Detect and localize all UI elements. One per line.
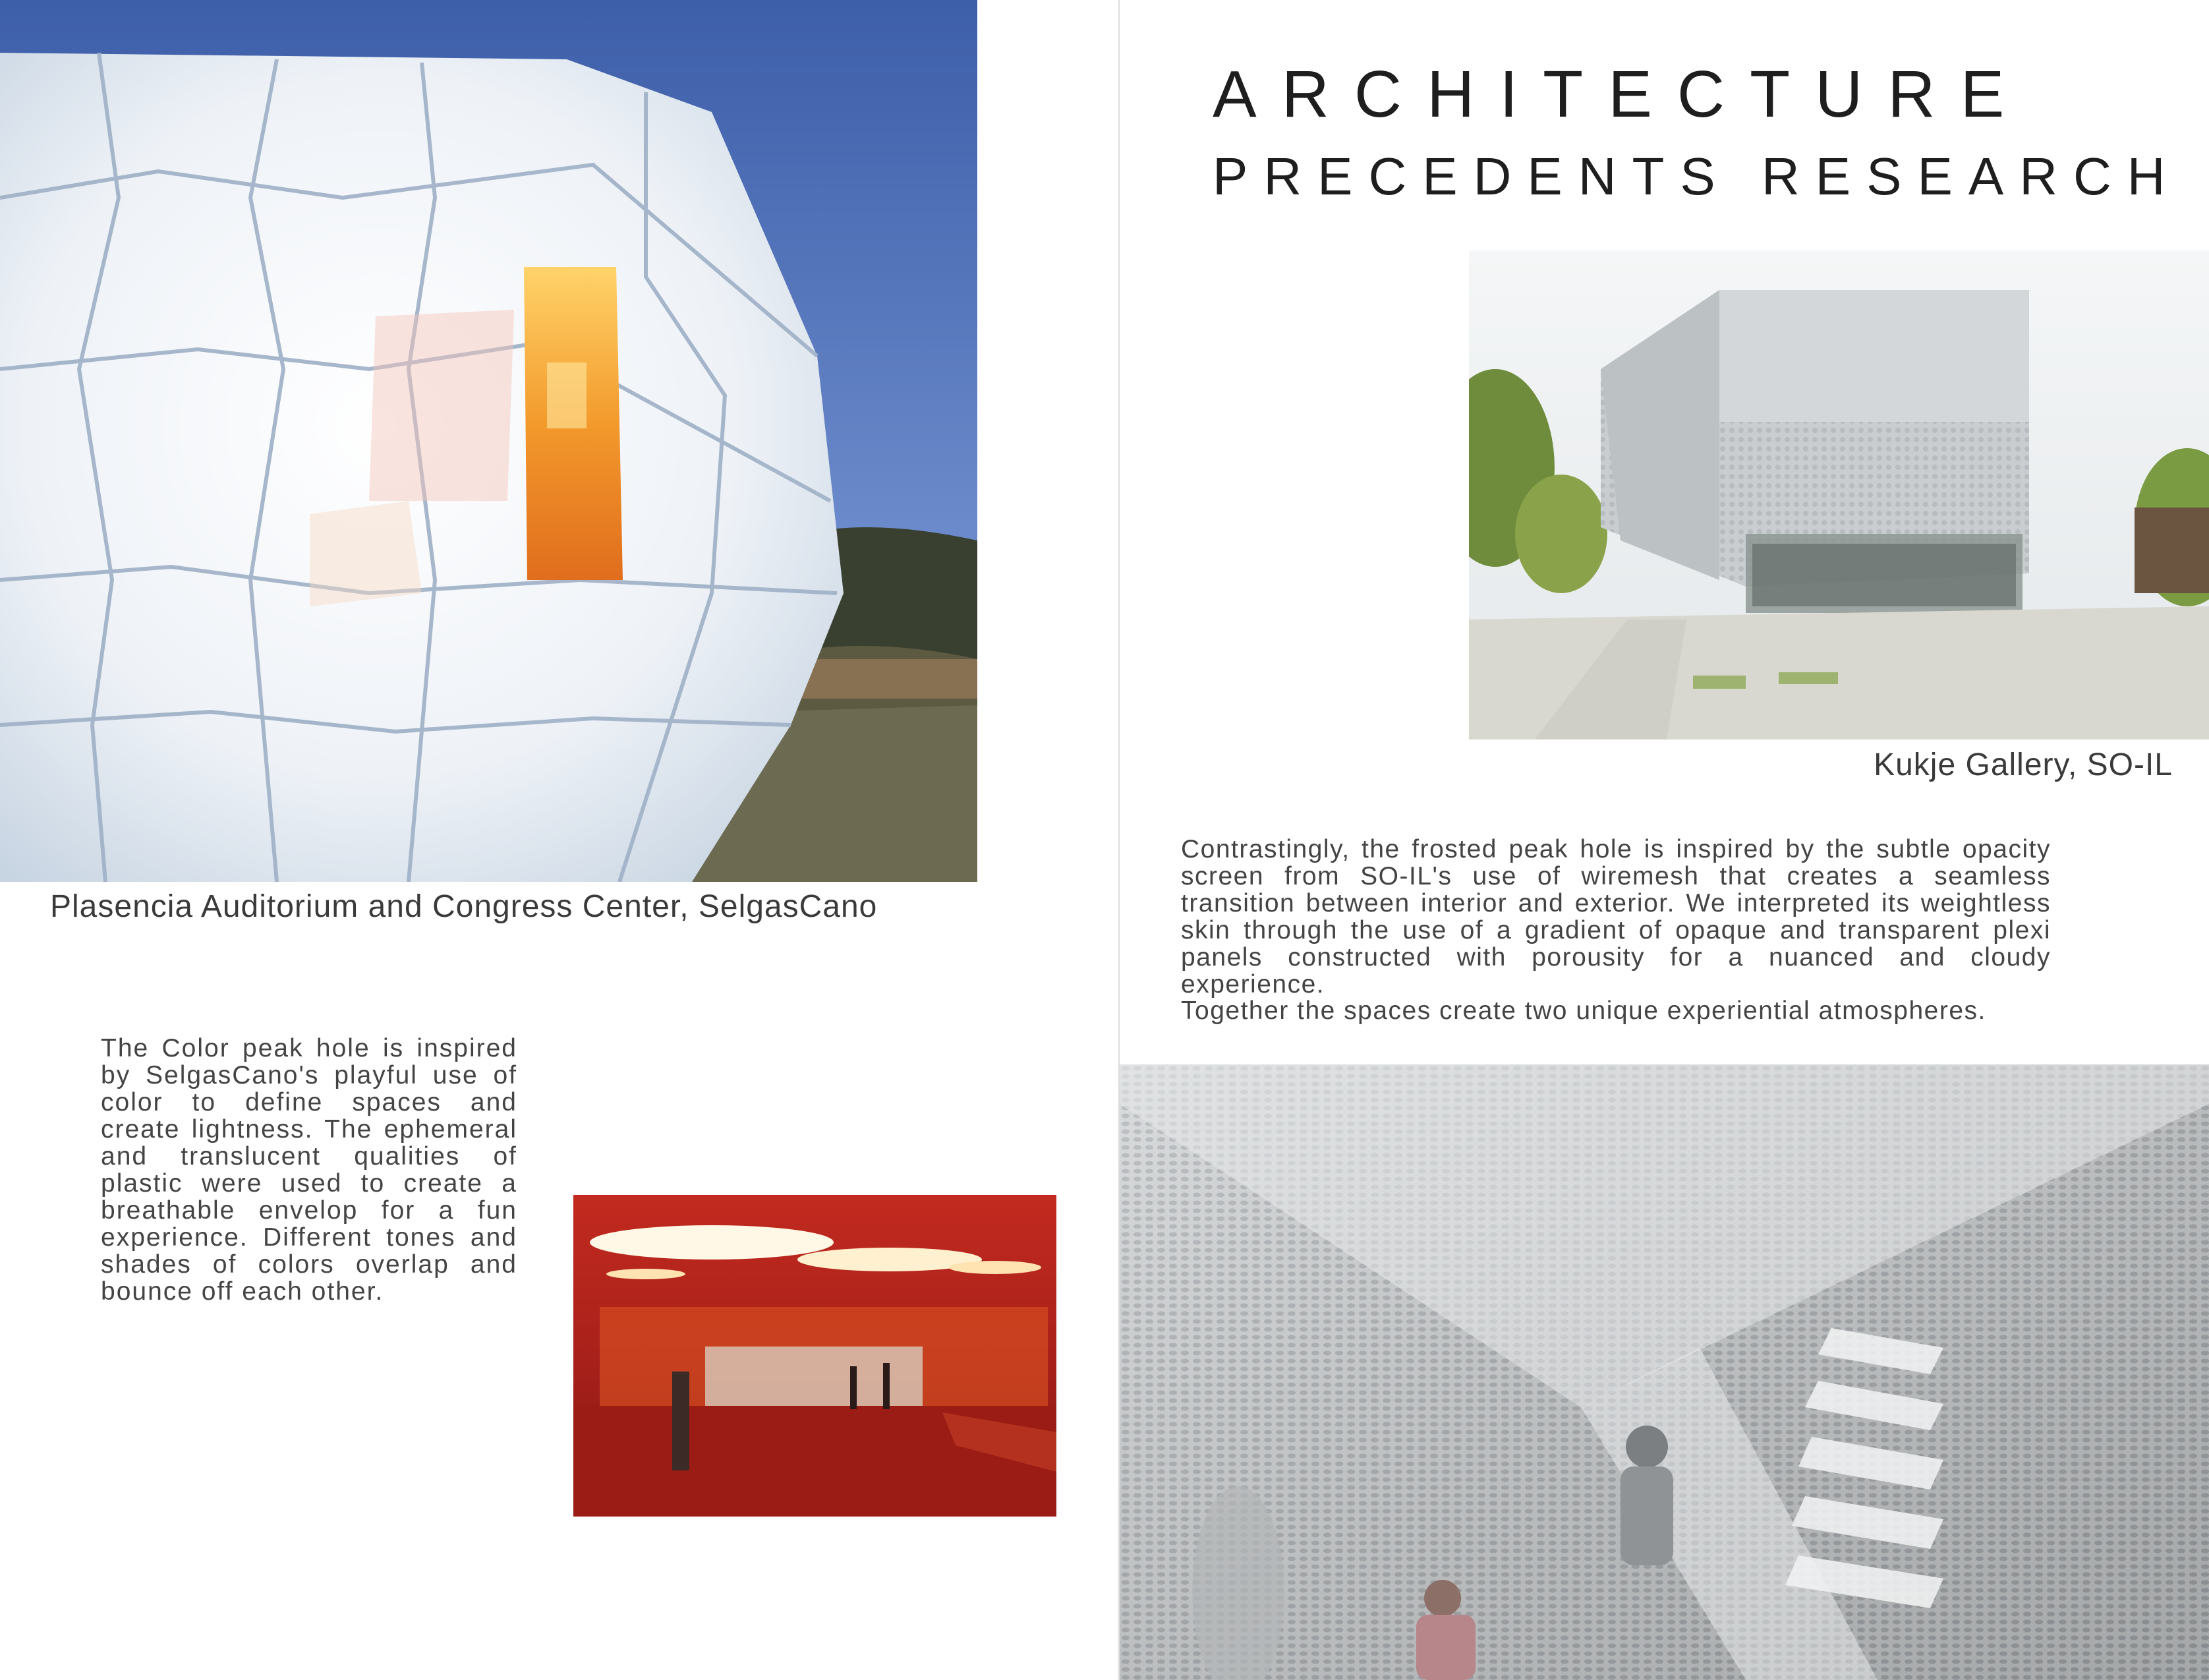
plasencia-caption: Plasencia Auditorium and Congress Center, SelgasCano — [50, 889, 878, 924]
page-title: ARCHITECTURE — [1213, 57, 2030, 131]
color-peak-paragraph: The Color peak hole is inspired by SelgasCano's playful use of color to define spaces and create lightness. The ephemeral and translucent qualities of plastic were used to create a breathable envelop for a fun experience. Different tones and shades of colors overlap and bounce off each other. — [101, 1034, 517, 1306]
kukje-caption: Kukje Gallery, SO-IL — [1874, 747, 2173, 782]
frosted-peak-paragraph: Contrastingly, the frosted peak hole is inspired by the subtle opacity screen from SO-IL's use of wiremesh that creates a seamless transition between interior and exterior. We interpreted its weightless skin through the use of a gradient of opaque and transparent plexi panels constructed with porousity for a nuanced and cloudy experience. — [1181, 835, 2051, 999]
red-interior-photo — [573, 1195, 1056, 1517]
kukje-gallery-photo — [1469, 250, 2209, 739]
wire-mesh-closeup-photo — [1120, 1064, 2209, 1680]
together-paragraph: Together the spaces create two unique experiential atmospheres. — [1181, 997, 1986, 1025]
plasencia-auditorium-photo — [0, 0, 977, 882]
page-subtitle: PRECEDENTS RESEARCH — [1213, 147, 2181, 206]
